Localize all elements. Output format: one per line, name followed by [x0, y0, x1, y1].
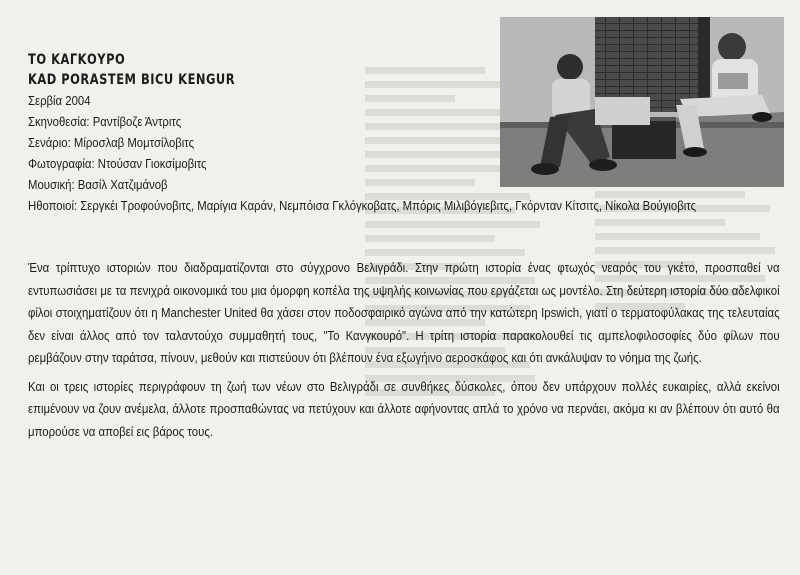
synopsis-paragraph-1: Ένα τρίπτυχο ιστοριών που διαδραματίζονται στο σύγχρονο Βελιγράδι. Στην πρώτη ιστορία ένας φτωχός νεαρός του γκέτο, προσπαθεί να εντυπωσιάσει με τα πενιχρά οικονομικά του μια όμορφη κοπέλα της υψηλής κοινωνίας που εργάζεται ως μοντέλο. Στη δεύτερη ιστορία δύο αδελφικοί φίλοι στοιχηματίζουν ότι η Manchester United θα χάσει στον ποδοσφαιρικό αγώνα από την κατώτερη Ipswich, γιατί ο τερματοφύλακας της τελευταίας δεν είναι άλλος από τον ταλαντούχο συμμαθητή τους, "Το Κανγκουρό". Η τρίτη ιστορία παρακολουθεί τις αμπελοφιλοσοφίες δύο φίλων που ρεμβάζουν στην ταράτσα, πίνουν, μεθούν και πιστεύουν ότι βλέπουν ένα εξωγήινο αεροσκάφος και ότι ανκάλυψαν το νόημα της ζωής.	[28, 260, 780, 365]
country-year: Σερβία 2004	[28, 93, 91, 108]
film-title-original: KAD PORASTEM BICU KENGUR	[28, 72, 236, 88]
film-still-photo-icon	[500, 17, 784, 187]
music-credit: Μουσική: Βασίλ Χατζιμάνοβ	[28, 177, 168, 192]
photography-credit: Φωτογραφία: Ντούσαν Γιοκσίμοβιτς	[28, 156, 207, 171]
film-credits	[28, 50, 697, 216]
cast-credit: Ηθοποιοί: Σεργκέι Τροφούνοβιτς, Μαρίγια Καράν, Νεμπόισα Γκλόγκοβατς, Μπόρις Μιλιβόγιεβιτς, Γκόρνταν Κίτσιτς, Νίκολα Βούγιοβιτς	[28, 198, 697, 213]
synopsis	[28, 257, 780, 449]
film-title-greek: ΤΟ ΚΑΓΚΟΥΡΟ	[28, 52, 126, 68]
synopsis-paragraph-2: Και οι τρεις ιστορίες περιγράφουν τη ζωή των νέων στο Βελιγράδι σε συνθήκες δύσκολες, όπου δεν υπάρχουν πολλές ευκαιρίες, αλλά εκείνοι επιμένουν να ζουν ανέμελα, άλλοτε προσπαθώντας να πετύχουν και άλλοτε αφήνοντας απλά το χρόνο να περνάει, ακόμα κι αν βλέπουν ότι αυτό θα μπορούσε να αποβεί εις βάρος τους.	[28, 378, 780, 439]
film-still-photo	[500, 17, 784, 187]
screenplay-credit: Σενάριο: Μίροσλαβ Μομτσίλοβιτς	[28, 135, 195, 150]
director-credit: Σκηνοθεσία: Ραντίβοζε Άντριτς	[28, 114, 182, 129]
